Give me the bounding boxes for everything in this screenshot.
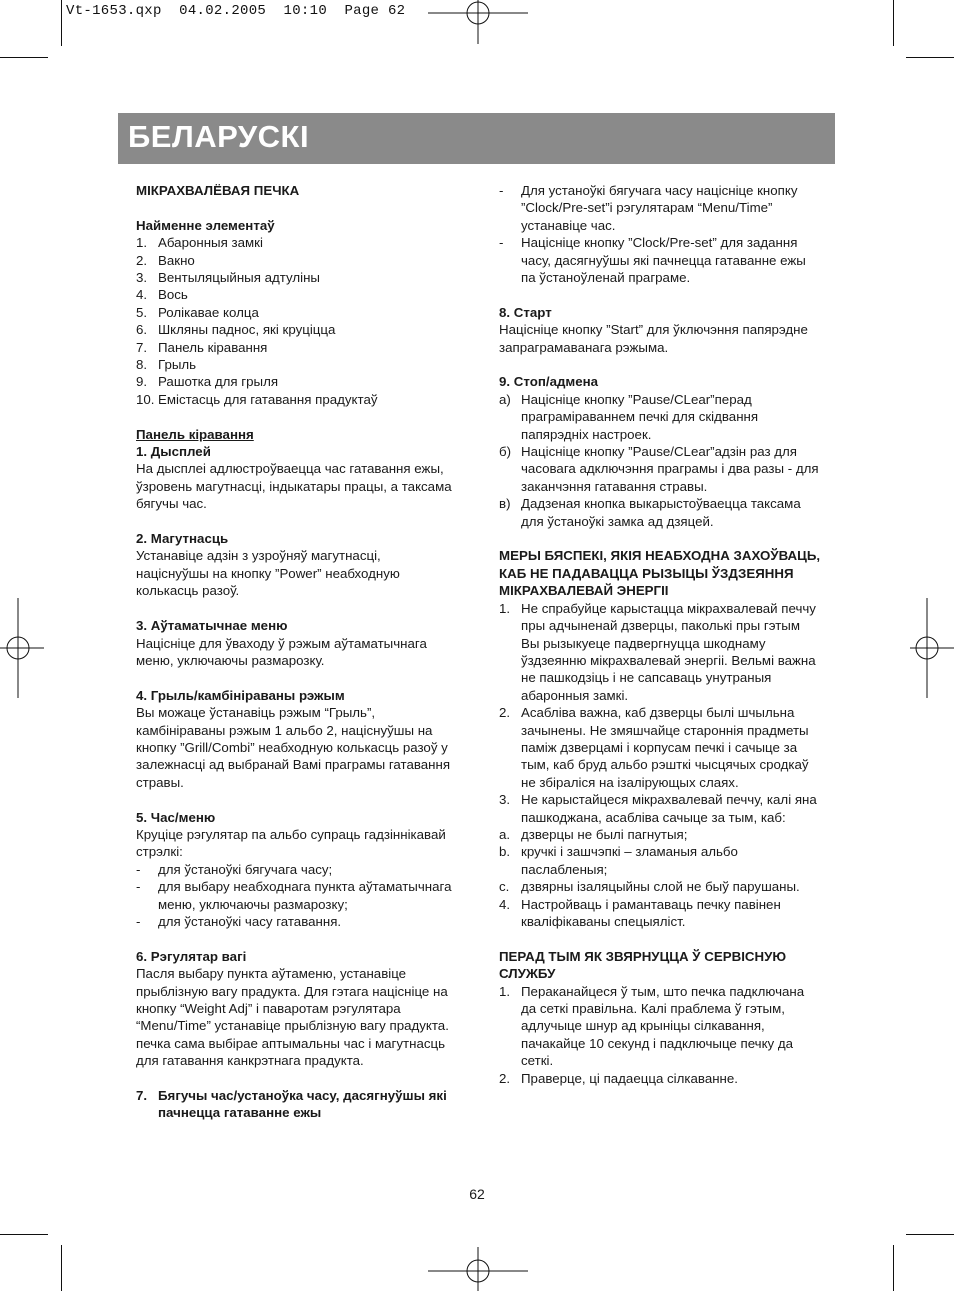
weight-text: Пасля выбару пункта аўтаменю, устанавіце прыблізную вагу прадукта. Для гэтага націсніце на кнопку “Weight Adj” і паваротам рэгулятара “Menu/Time” устанавіце прыблізную вагу прадукта. печка сама выбірае аптымальны час і магутнасць для гатавання канкрэтнага прадукта. <box>136 966 449 1069</box>
list-item: 1. Абаронныя замкі <box>136 235 263 251</box>
print-slug: Vt-1653.qxp 04.02.2005 10:10 Page 62 <box>66 3 406 19</box>
list-item: 4. Вось <box>136 287 188 303</box>
service-heading: ПЕРАД ТЫМ ЯК ЗВЯРНУЦЦА Ў СЕРВІСНУЮ СЛУЖБУ <box>499 948 787 982</box>
list-item: 2. Асабліва важна, каб дзверцы былі шчыльна зачынены. Не змяшчайце староннія прадметы паміж дзверцамі і корпусам печкі і сачыце за тым, каб бруд альбо рэшткі чысцячых сродкаў не збіраліся на ізалірующых слаях. <box>499 705 809 790</box>
start-heading: 8. Старт <box>499 304 552 320</box>
list-item: 1. Не спрабуйце карыстацца мікрахвалевай печчу пры адчыненай дзверцы, паколькі пры гэтым Вы рызыкуеце падвергнуцца шкоднаму ўздзеянню мікрахвалевай энергіі. Вельмі важна не пашкодзіць і не сапсаваць унутраныя абаронныя замкі. <box>499 600 816 703</box>
list-item: 3. Вентыляцыйныя адтуліны <box>136 270 320 286</box>
crop-mark <box>0 1234 48 1235</box>
list-item: 10. Емістасць для гатавання прадуктаў <box>136 391 378 407</box>
language-banner <box>118 113 835 164</box>
power-text: Устанавіце адзін з узроўняў магутнасці, націснуўшы на кнопку ”Power” неабходную колькасць разоў. <box>136 548 400 599</box>
right-column <box>499 182 821 1087</box>
clock-heading: 7. Бягучы час/устаноўка часу, дасягнуўшы які пачнецца гатаванне ежы <box>136 1088 447 1121</box>
list-item: - Націсніце кнопку ”Clock/Pre-set” для задання часу, дасягнуўшы які пачнецца гатаванне ежы па ўстаноўленай праграме. <box>499 235 806 286</box>
list-item: 8. Грыль <box>136 357 197 373</box>
crop-mark <box>893 0 894 46</box>
list-item: a. дзверцы не былі пагнутыя; <box>499 826 688 842</box>
crop-mark <box>906 57 954 58</box>
list-item: в) Дадзеная кнопка выкарыстоўваецца таксама для ўстаноўкі замка ад дзяцей. <box>499 496 801 529</box>
list-item: 5. Ролікавае колца <box>136 304 259 320</box>
list-item: b. кручкі і зашчэпкі – зламаныя альбо паслабленыя; <box>499 844 738 877</box>
list-item: а) Націсніце кнопку ”Pause/CLear”перад праграміраваннем печкі для скідвання папярэдніх настроек. <box>499 391 759 442</box>
safety-heading: МЕРЫ БЯСПЕКІ, ЯКІЯ НЕАБХОДНА ЗАХОЎВАЦЬ, КАБ НЕ ПАДАВАЦЦА РЫЗЫЦЫ ЎЗДЗЕЯННЯ МІКРАХВАЛЕВАЙ ЭНЕРГІІ <box>499 548 821 599</box>
grill-text: Вы можаце ўстанавіць рэжым “Грыль”, камбінiраваны рэжым 1 альбо 2, націснуўшы на кнопку ”Grill/Combi” неабходную колькасць разоў у залежнасці ад выбранай Вамі праграмы гатавання стравы. <box>136 705 451 790</box>
list-item: c. дзвярны ізаляцыйны слой не быў парушаны. <box>499 879 800 895</box>
list-item: 6. Шкляны паднос, які круціцца <box>136 322 336 338</box>
list-item: 4. Настройваць і рамантаваць печку павінен кваліфікаваны спецыяліст. <box>499 896 781 930</box>
parts-heading: Найменне элементаў <box>136 217 275 233</box>
registration-mark-icon <box>0 598 44 698</box>
stop-heading: 9. Стоп/адмена <box>499 374 599 390</box>
list-item: б) Націсніце кнопку ”Pause/CLear”адзін раз для часовага адключэння праграмы і два разы - для заканчэння гатавання стравы. <box>499 444 819 494</box>
list-item: - Для устаноўкі бягучага часу націсніце кнопку ”Clock/Pre-set”і рэгулятарам “Menu/Time” устанавіце час. <box>499 183 798 233</box>
list-item: 7. Панель кіравання <box>136 339 268 355</box>
list-item: - для ўстаноўкі часу гатавання. <box>136 913 342 929</box>
time-menu-heading: 5. Час/меню <box>136 809 216 825</box>
list-item: 2. Праверце, ці падаецца сілкаванне. <box>499 1070 738 1086</box>
list-item: - для выбару неабходнага пункта аўтаматычнага меню, уключаючы размарозку; <box>136 879 452 912</box>
display-text: На дысплеі адлюстроўваецца час гатавання ежы, ўзровень магутнасці, індыкатары працы, а таксама бягучы час. <box>136 461 452 512</box>
section-title: МІКРАХВАЛЁВАЯ ПЕЧКА <box>136 183 300 198</box>
grill-heading: 4. Грыль/камбінiраваны рэжым <box>136 687 345 703</box>
registration-mark-icon <box>910 598 954 698</box>
crop-mark <box>906 1234 954 1235</box>
left-column <box>136 182 454 1122</box>
page-number: 62 <box>469 1186 485 1202</box>
weight-heading: 6. Рэгулятар вагі <box>136 948 247 964</box>
list-item: 3. Не карыстайцеся мікрахвалевай печчу, калі яна пашкоджана, асабліва сачыце за тым, каб: <box>499 792 817 825</box>
list-item: 1. Пераканайцеся ў тым, што печка падключана да сеткі правільна. Калі праблема ў гэтым, адлучыце шнур ад крыніцы сілкавання, пачакайце 10 секунд і падключыце печку да сеткі. <box>499 983 805 1069</box>
panel-heading: Панель кіравання <box>136 426 254 442</box>
crop-mark <box>61 1245 62 1291</box>
list-item: 2. Вакно <box>136 252 195 268</box>
start-text: Націсніце кнопку ”Start” для ўключэння папярэдне запраграмаванага рэжыма. <box>499 322 808 355</box>
time-menu-text: Круціце рэгулятар па альбо супраць гадзіннікавай стрэлкі: <box>136 826 446 860</box>
registration-mark-icon <box>428 1247 528 1291</box>
crop-mark <box>893 1245 894 1291</box>
registration-mark-icon <box>428 0 528 44</box>
auto-menu-text: Націсніце для ўваходу ў рэжым аўтаматычнага меню, уключаючы размарозку. <box>136 635 427 668</box>
crop-mark <box>61 0 62 46</box>
list-item: - для ўстаноўкі бягучага часу; <box>136 861 333 877</box>
crop-mark <box>0 57 48 58</box>
auto-menu-heading: 3. Аўтаматычнае меню <box>136 618 288 634</box>
display-heading: 1. Дысплей <box>136 444 211 460</box>
power-heading: 2. Магутнасць <box>136 531 229 547</box>
list-item: 9. Рашотка для грыля <box>136 374 279 390</box>
banner-title: БЕЛАРУСКІ <box>128 119 310 154</box>
